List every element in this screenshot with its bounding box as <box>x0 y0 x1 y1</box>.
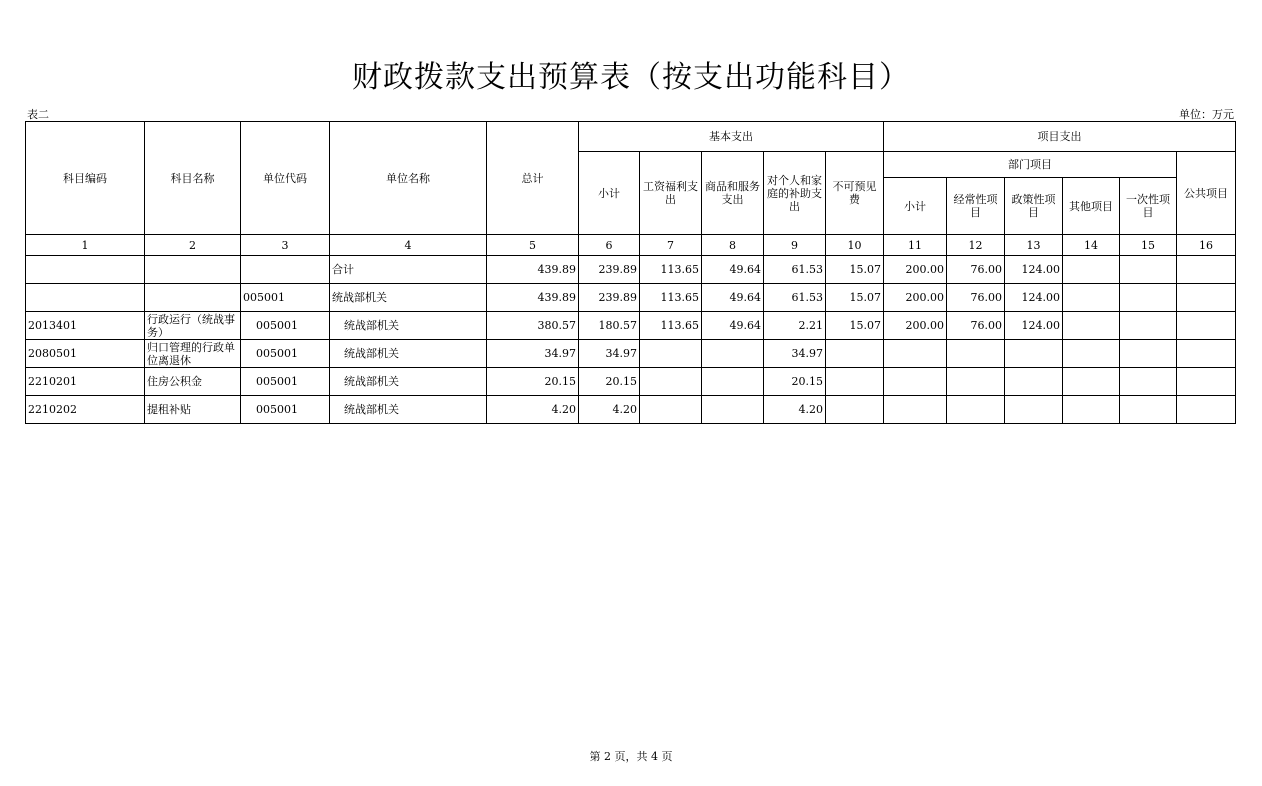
cell-value: 113.65 <box>640 256 702 284</box>
cell-value: 76.00 <box>947 312 1005 340</box>
cell-value <box>1005 340 1063 368</box>
cell-value <box>1063 256 1120 284</box>
header-contingency: 不可预见费 <box>826 152 884 235</box>
cell-value <box>1177 368 1236 396</box>
table-row <box>26 312 1236 340</box>
page-footer: 第 2 页，共 4 页 <box>589 750 673 763</box>
col-number: 12 <box>947 235 1005 256</box>
cell-value: 2.21 <box>764 312 826 340</box>
cell-code: 2210201 <box>26 368 145 396</box>
col-number: 8 <box>702 235 764 256</box>
cell-value <box>1120 396 1177 424</box>
cell-unit-name: 统战部机关 <box>330 284 487 312</box>
cell-unit-name: 统战部机关 <box>330 368 487 396</box>
cell-value: 76.00 <box>947 256 1005 284</box>
cell-name: 归口管理的行政单位离退休 <box>145 340 241 368</box>
cell-value <box>947 368 1005 396</box>
cell-value: 239.89 <box>579 256 640 284</box>
cell-code: 2080501 <box>26 340 145 368</box>
cell-name <box>145 284 241 312</box>
cell-unit-code <box>241 256 330 284</box>
cell-value: 4.20 <box>487 396 579 424</box>
cell-value <box>1120 368 1177 396</box>
cell-value <box>884 396 947 424</box>
cell-value: 34.97 <box>764 340 826 368</box>
cell-value <box>640 396 702 424</box>
table-row <box>26 284 1236 312</box>
header-unit-code: 单位代码 <box>241 122 330 235</box>
cell-code <box>26 284 145 312</box>
table-row <box>26 368 1236 396</box>
header-basic-expense: 基本支出 <box>579 122 884 152</box>
col-number: 2 <box>145 235 241 256</box>
header-recurring: 经常性项目 <box>947 178 1005 235</box>
cell-value <box>1005 396 1063 424</box>
cell-unit-code: 005001 <box>241 368 330 396</box>
cell-value: 439.89 <box>487 256 579 284</box>
cell-unit-code: 005001 <box>241 284 330 312</box>
cell-value <box>1120 340 1177 368</box>
cell-value: 34.97 <box>579 340 640 368</box>
cell-unit-name: 统战部机关 <box>330 312 487 340</box>
cell-value <box>947 340 1005 368</box>
header-total: 总计 <box>487 122 579 235</box>
cell-unit-name: 统战部机关 <box>330 340 487 368</box>
cell-unit-code: 005001 <box>241 340 330 368</box>
cell-value <box>1177 284 1236 312</box>
cell-value <box>826 396 884 424</box>
cell-code: 2210202 <box>26 396 145 424</box>
cell-name: 提租补贴 <box>145 396 241 424</box>
cell-value <box>702 368 764 396</box>
cell-value <box>1120 284 1177 312</box>
cell-name: 行政运行（统战事务） <box>145 312 241 340</box>
cell-code: 2013401 <box>26 312 145 340</box>
cell-value: 49.64 <box>702 256 764 284</box>
cell-value <box>702 396 764 424</box>
cell-unit-name: 统战部机关 <box>330 396 487 424</box>
cell-value: 15.07 <box>826 284 884 312</box>
cell-value <box>1063 396 1120 424</box>
cell-value: 15.07 <box>826 256 884 284</box>
cell-value: 113.65 <box>640 284 702 312</box>
cell-value: 49.64 <box>702 284 764 312</box>
cell-value: 20.15 <box>579 368 640 396</box>
table-row <box>26 256 1236 284</box>
table-number: 表二 <box>27 108 49 121</box>
col-number: 1 <box>26 235 145 256</box>
header-policy: 政策性项目 <box>1005 178 1063 235</box>
header-dept-project: 部门项目 <box>884 152 1177 178</box>
cell-value: 4.20 <box>579 396 640 424</box>
cell-value: 34.97 <box>487 340 579 368</box>
cell-value: 76.00 <box>947 284 1005 312</box>
cell-name: 住房公积金 <box>145 368 241 396</box>
cell-value: 61.53 <box>764 284 826 312</box>
cell-unit-code: 005001 <box>241 312 330 340</box>
cell-value <box>1177 396 1236 424</box>
header-project-expense: 项目支出 <box>884 122 1236 152</box>
col-number: 11 <box>884 235 947 256</box>
col-number: 5 <box>487 235 579 256</box>
cell-value <box>1063 340 1120 368</box>
cell-value <box>1120 256 1177 284</box>
col-number: 10 <box>826 235 884 256</box>
cell-value: 124.00 <box>1005 256 1063 284</box>
col-number: 13 <box>1005 235 1063 256</box>
cell-unit-code: 005001 <box>241 396 330 424</box>
col-number: 3 <box>241 235 330 256</box>
cell-value: 124.00 <box>1005 284 1063 312</box>
col-number: 15 <box>1120 235 1177 256</box>
cell-value <box>1063 312 1120 340</box>
col-number: 4 <box>330 235 487 256</box>
cell-value: 113.65 <box>640 312 702 340</box>
header-salary: 工资福利支出 <box>640 152 702 235</box>
header-basic-subtotal: 小计 <box>579 152 640 235</box>
table-row <box>26 396 1236 424</box>
header-dept-subtotal: 小计 <box>884 178 947 235</box>
cell-value <box>640 368 702 396</box>
cell-value <box>1063 284 1120 312</box>
cell-value <box>640 340 702 368</box>
col-number: 16 <box>1177 235 1236 256</box>
col-number: 14 <box>1063 235 1120 256</box>
header-onetime: 一次性项目 <box>1120 178 1177 235</box>
header-unit-name: 单位名称 <box>330 122 487 235</box>
header-other: 其他项目 <box>1063 178 1120 235</box>
header-subsidy: 对个人和家庭的补助支出 <box>764 152 826 235</box>
cell-value: 200.00 <box>884 256 947 284</box>
cell-value: 239.89 <box>579 284 640 312</box>
cell-value: 200.00 <box>884 312 947 340</box>
cell-value: 180.57 <box>579 312 640 340</box>
cell-value <box>826 368 884 396</box>
header-subject-name: 科目名称 <box>145 122 241 235</box>
cell-value <box>884 368 947 396</box>
cell-value <box>884 340 947 368</box>
unit-label: 单位：万元 <box>1179 108 1234 121</box>
cell-value: 439.89 <box>487 284 579 312</box>
table-row <box>26 340 1236 368</box>
col-number: 6 <box>579 235 640 256</box>
cell-value <box>1063 368 1120 396</box>
cell-value <box>1005 368 1063 396</box>
cell-value: 49.64 <box>702 312 764 340</box>
cell-value: 124.00 <box>1005 312 1063 340</box>
cell-value <box>947 396 1005 424</box>
cell-value: 15.07 <box>826 312 884 340</box>
cell-value: 20.15 <box>487 368 579 396</box>
cell-value: 4.20 <box>764 396 826 424</box>
cell-value <box>1177 340 1236 368</box>
cell-value <box>1177 256 1236 284</box>
cell-name <box>145 256 241 284</box>
cell-value: 20.15 <box>764 368 826 396</box>
cell-value <box>702 340 764 368</box>
header-public-project: 公共项目 <box>1177 152 1236 235</box>
budget-table <box>25 121 1236 424</box>
cell-code <box>26 256 145 284</box>
cell-value <box>1120 312 1177 340</box>
col-number: 7 <box>640 235 702 256</box>
report-title: 财政拨款支出预算表（按支出功能科目） <box>352 60 910 95</box>
col-number: 9 <box>764 235 826 256</box>
header-subject-code: 科目编码 <box>26 122 145 235</box>
cell-value: 380.57 <box>487 312 579 340</box>
cell-unit-name: 合计 <box>330 256 487 284</box>
cell-value: 61.53 <box>764 256 826 284</box>
header-goods-services: 商品和服务支出 <box>702 152 764 235</box>
cell-value: 200.00 <box>884 284 947 312</box>
cell-value <box>826 340 884 368</box>
cell-value <box>1177 312 1236 340</box>
